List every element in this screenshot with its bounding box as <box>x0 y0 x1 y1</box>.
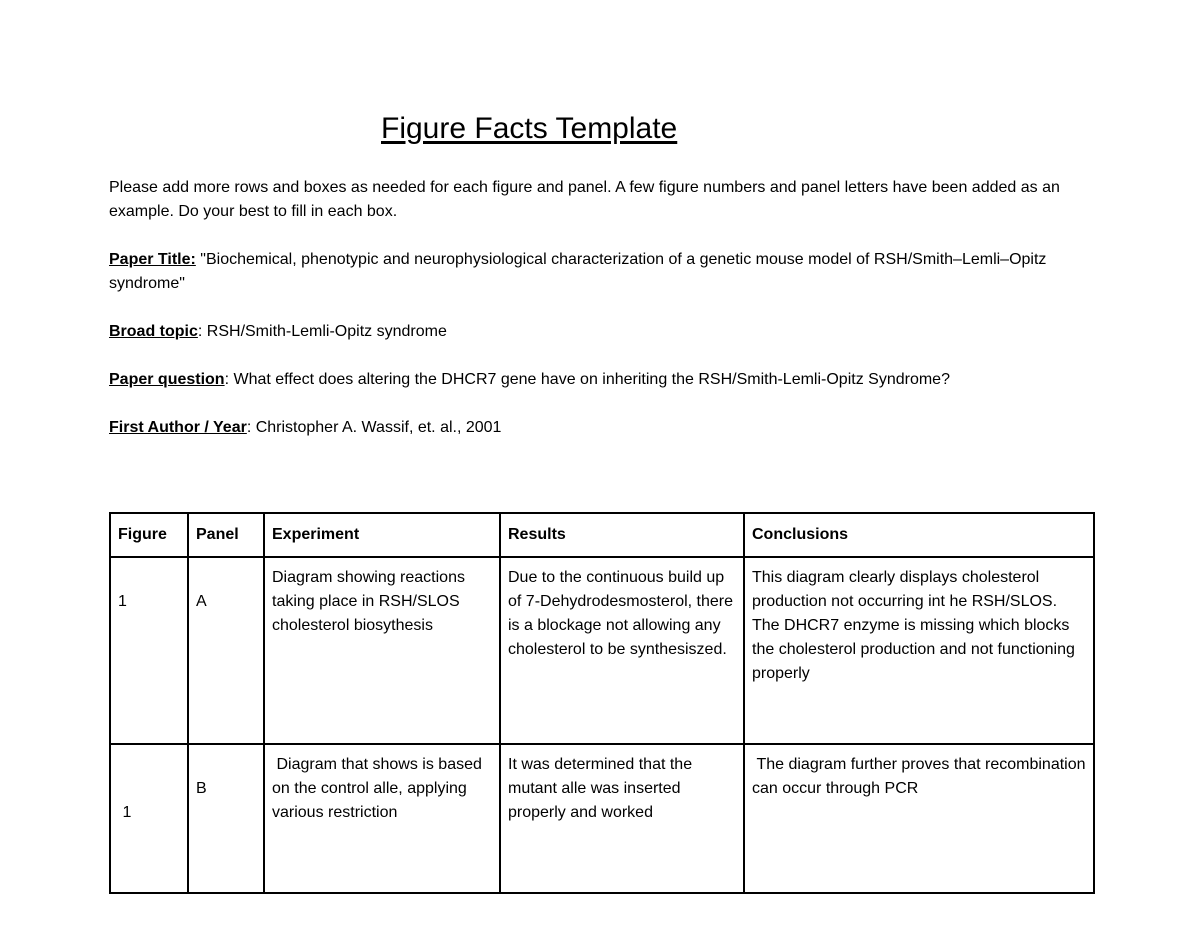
table-header-row <box>110 513 1094 557</box>
paper-title-value: "Biochemical, phenotypic and neurophysiological characterization of a genetic mouse model of RSH/Smith–Lemli–Opitz syndrome" <box>109 251 1047 292</box>
cell-figure <box>110 557 188 744</box>
cell-results: Due to the continuous build up of 7-Dehydrodesmosterol, there is a blockage not allowing any cholesterol to be synthesiszed. <box>500 557 744 744</box>
broad-topic-label: Broad topic <box>109 323 198 340</box>
page-title: Figure Facts Template <box>381 112 678 145</box>
header-panel: Panel <box>188 513 264 557</box>
first-author-value: : Christopher A. Wassif, et. al., 2001 <box>246 419 502 436</box>
paper-question-line <box>109 368 1099 392</box>
broad-topic-value: : RSH/Smith-Lemli-Opitz syndrome <box>197 323 447 340</box>
header-results: Results <box>500 513 744 557</box>
table-row <box>110 744 1094 893</box>
cell-results: It was determined that the mutant alle was inserted properly and worked <box>500 744 744 893</box>
table-row <box>110 557 1094 744</box>
paper-title-label: Paper Title: <box>109 251 196 268</box>
cell-conclusions: The diagram further proves that recombination can occur through PCR <box>744 744 1094 893</box>
paper-question-label: Paper question <box>109 371 225 388</box>
figure-facts-table <box>109 512 1095 894</box>
paper-question-value: : What effect does altering the DHCR7 gene have on inheriting the RSH/Smith-Lemli-Opitz Syndrome? <box>224 371 950 388</box>
cell-figure-text: 1 <box>118 593 127 610</box>
cell-conclusions: This diagram clearly displays cholesterol production not occurring int he RSH/SLOS. The DHCR7 enzyme is missing which blocks the cholesterol production and not functioning properly <box>744 557 1094 744</box>
first-author-line <box>109 416 1099 440</box>
cell-panel <box>188 557 264 744</box>
cell-figure-text: 1 <box>118 804 132 821</box>
header-figure: Figure <box>110 513 188 557</box>
broad-topic-line <box>109 320 1099 344</box>
intro-paragraph: Please add more rows and boxes as needed for each figure and panel. A few figure numbers and panel letters have been added as an example. Do your best to fill in each box. <box>109 179 1060 220</box>
paper-title-line <box>109 248 1099 296</box>
header-experiment: Experiment <box>264 513 500 557</box>
cell-panel-text: A <box>196 593 207 610</box>
first-author-label: First Author / Year <box>109 419 247 436</box>
cell-panel <box>188 744 264 893</box>
cell-experiment: Diagram that shows is based on the control alle, applying various restriction <box>264 744 500 893</box>
cell-panel-text: B <box>196 780 207 797</box>
cell-experiment: Diagram showing reactions taking place in RSH/SLOS cholesterol biosythesis <box>264 557 500 744</box>
cell-figure <box>110 744 188 893</box>
header-conclusions: Conclusions <box>744 513 1094 557</box>
